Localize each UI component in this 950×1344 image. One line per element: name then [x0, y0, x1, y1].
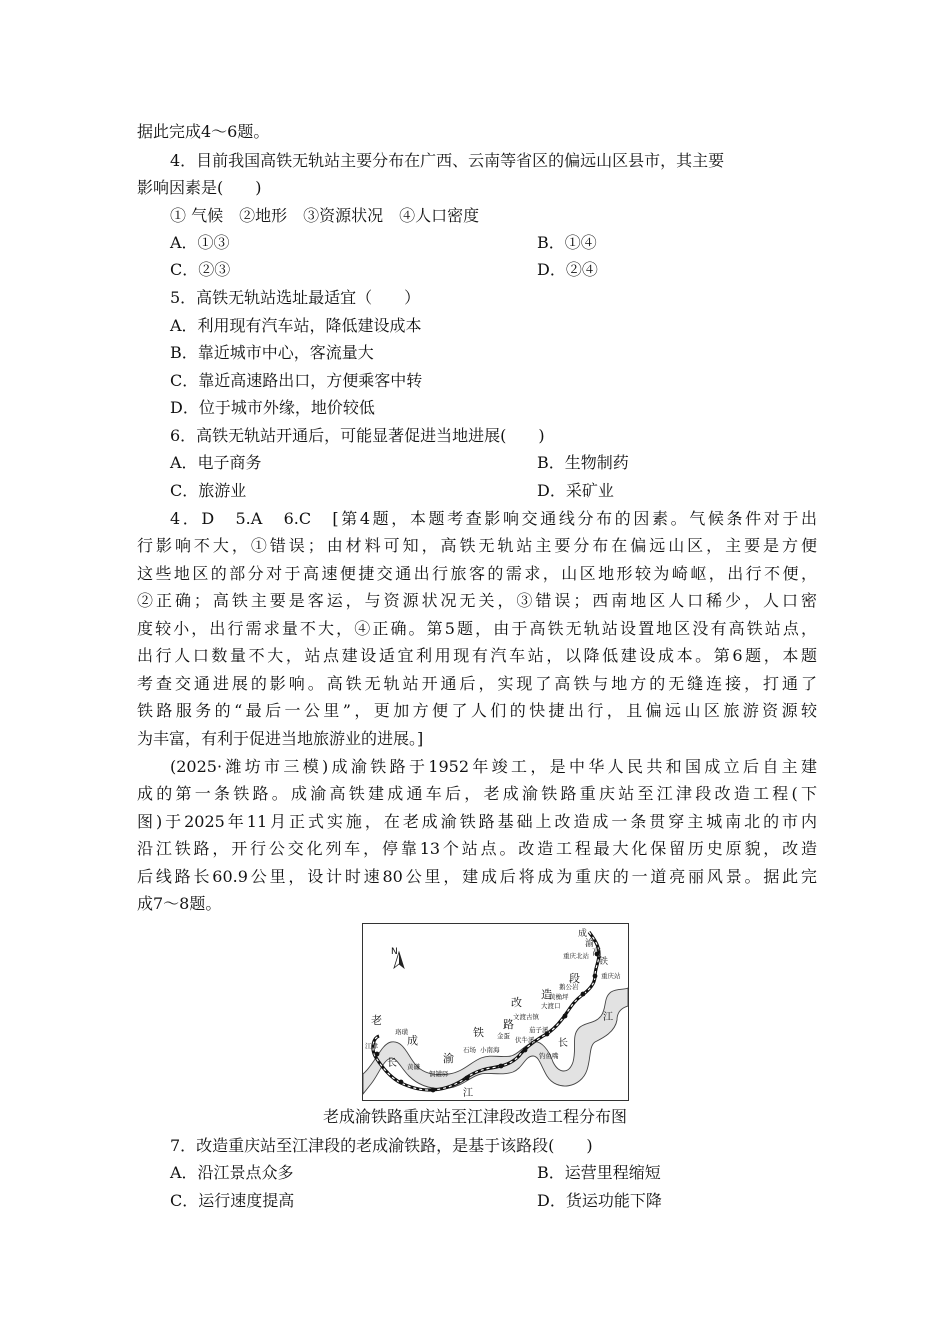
- north-label: N: [391, 947, 398, 957]
- intro-line: 据此完成4～6题。: [137, 122, 270, 141]
- figure-caption: 老成渝铁路重庆站至江津段改造工程分布图: [322, 1107, 627, 1126]
- rail-label: 成: [578, 929, 588, 939]
- station-label: 金蛋: [497, 1032, 510, 1040]
- station-dot: [465, 1076, 470, 1081]
- north-arrow-icon: [391, 947, 404, 968]
- station-dot: [563, 1014, 568, 1019]
- route-label: 路: [503, 1018, 514, 1031]
- q4-option-d: D．②④: [537, 260, 598, 279]
- q4-option-b: B．①④: [537, 233, 597, 252]
- q5-stem: 5．高铁无轨站选址最适宜（ ）: [170, 288, 421, 307]
- station-label: 小南海: [480, 1046, 500, 1054]
- station-label: 铜罐驿: [429, 1070, 449, 1078]
- station-label: 伏牛溪: [515, 1036, 535, 1044]
- route-label: 成: [407, 1034, 418, 1047]
- answer-line: 铁路服务的“最后一公里”，更加方便了人们的快捷出行，且偏远山区旅游资源较: [137, 701, 817, 720]
- station-label: 重庆北站: [563, 952, 589, 960]
- station-label: 珞璜: [395, 1028, 408, 1036]
- route-label: 渝: [443, 1052, 454, 1065]
- station-label: 鹅公岩: [559, 983, 579, 991]
- q4-option-a: A．①③: [170, 233, 230, 252]
- route-label: 段: [569, 972, 580, 985]
- station-label: 文渡古镇: [513, 1013, 539, 1021]
- passage-line: 成7～8题。: [137, 894, 222, 913]
- q4-stem-line1: 4．目前我国高铁无轨站主要分布在广西、云南等省区的偏远山区县市，其主要: [170, 151, 725, 170]
- q4-factors: ① 气候 ②地形 ③资源状况 ④人口密度: [170, 206, 480, 225]
- river-label: 长: [558, 1038, 568, 1049]
- q6-stem: 6．高铁无轨站开通后，可能显著促进当地进展( ): [170, 426, 545, 445]
- q6-option-c: C．旅游业: [170, 481, 247, 500]
- q6-option-b: B．生物制药: [537, 453, 629, 472]
- route-label: 造: [541, 988, 552, 1001]
- answer-line: 这些地区的部分对于高速便捷交通出行旅客的需求，山区地形较为崎岖，出行不便，: [137, 564, 817, 583]
- railway-map-svg: [363, 924, 628, 1100]
- q7-option-c: C．运行速度提高: [170, 1191, 295, 1210]
- q4-option-c: C．②③: [170, 260, 231, 279]
- station-dot: [431, 1088, 436, 1093]
- q5-option-d: D．位于城市外缘，地价较低: [170, 398, 375, 417]
- station-dot: [399, 1080, 404, 1085]
- answer-line: 考查交通进展的影响。高铁无轨站开通后，实现了高铁与地方的无缝连接，打通了: [137, 674, 817, 693]
- q7-option-b: B．运营里程缩短: [537, 1163, 661, 1182]
- rail-label: 渝: [585, 939, 595, 949]
- passage-line: 成的第一条铁路。成渝高铁建成通车后，老成渝铁路重庆站至江津段改造工程(下: [137, 784, 817, 803]
- answer-line: 为丰富，有利于促进当地旅游业的进展。]: [137, 729, 424, 748]
- passage-line: (2025·潍坊市三模)成渝铁路于1952年竣工，是中华人民共和国成立后自主建: [170, 757, 817, 776]
- q5-option-c: C．靠近高速路出口，方便乘客中转: [170, 371, 423, 390]
- station-dot: [523, 1048, 528, 1053]
- answer-line: 度较小，出行需求量不大，④正确。第5题，由于高铁无轨站设置地区没有高铁站点，: [137, 619, 817, 638]
- q7-stem: 7．改造重庆站至江津段的老成渝铁路，是基于该路段( ): [170, 1136, 593, 1155]
- station-dot: [593, 974, 598, 979]
- q4-stem-line2: 影响因素是( ): [137, 178, 262, 197]
- route-label: 改: [511, 996, 522, 1009]
- station-label: 重庆站: [601, 972, 621, 980]
- q5-option-a: A．利用现有汽车站，降低建设成本: [170, 316, 422, 335]
- railway-map: [362, 923, 629, 1101]
- river: [363, 988, 628, 1094]
- station-label: 大渡口: [541, 1002, 561, 1010]
- station-dot: [581, 992, 586, 997]
- answer-line: 出行人口数量不大，站点建设适宜利用现有汽车站，以降低建设成本。第6题，本题: [137, 646, 817, 665]
- rail-label: 高: [592, 948, 602, 958]
- q5-option-b: B．靠近城市中心，客流量大: [170, 343, 374, 362]
- route-label: 老: [371, 1014, 382, 1027]
- rail-label: 铁: [599, 957, 609, 967]
- passage-line: 图)于2025年11月正式实施，在老成渝铁路基础上改造成一条贯穿主城南北的市内: [137, 812, 817, 831]
- station-dot: [499, 1064, 504, 1069]
- passage-line: 后线路长60.9公里，设计时速80公里，建成后将成为重庆的一道亮丽风景。据此完: [137, 867, 817, 886]
- river-label: 长: [387, 1058, 397, 1069]
- station-label: 黄磏: [407, 1063, 420, 1071]
- station-label: 江津: [365, 1042, 378, 1050]
- q6-option-d: D．采矿业: [537, 481, 614, 500]
- route-label: 铁: [473, 1026, 484, 1039]
- river-label: 江: [603, 1012, 613, 1023]
- station-label: 石场: [463, 1046, 476, 1054]
- station-label: 黄桷坪: [549, 993, 569, 1001]
- river-label: 江: [463, 1088, 473, 1099]
- station-label: 钓鱼嘴: [539, 1052, 559, 1060]
- answer-line: 行影响不大，①错误；由材料可知，高铁无轨站主要分布在偏远山区，主要是方便: [137, 536, 817, 555]
- station-dot: [375, 1052, 380, 1057]
- answer-line: ②正确；高铁主要是客运，与资源状况无关，③错误；西南地区人口稀少，人口密: [137, 591, 817, 610]
- q7-option-d: D．货运功能下降: [537, 1191, 662, 1210]
- passage-line: 沿江铁路，开行公交化列车，停靠13个站点。改造工程最大化保留历史原貌，改造: [137, 839, 817, 858]
- q7-option-a: A．沿江景点众多: [170, 1163, 294, 1182]
- answer-line: 4．D 5.A 6.C [第4题，本题考查影响交通线分布的因素。气候条件对于出: [170, 509, 817, 528]
- station-label: 茄子溪: [529, 1026, 549, 1034]
- q6-option-a: A．电子商务: [170, 453, 262, 472]
